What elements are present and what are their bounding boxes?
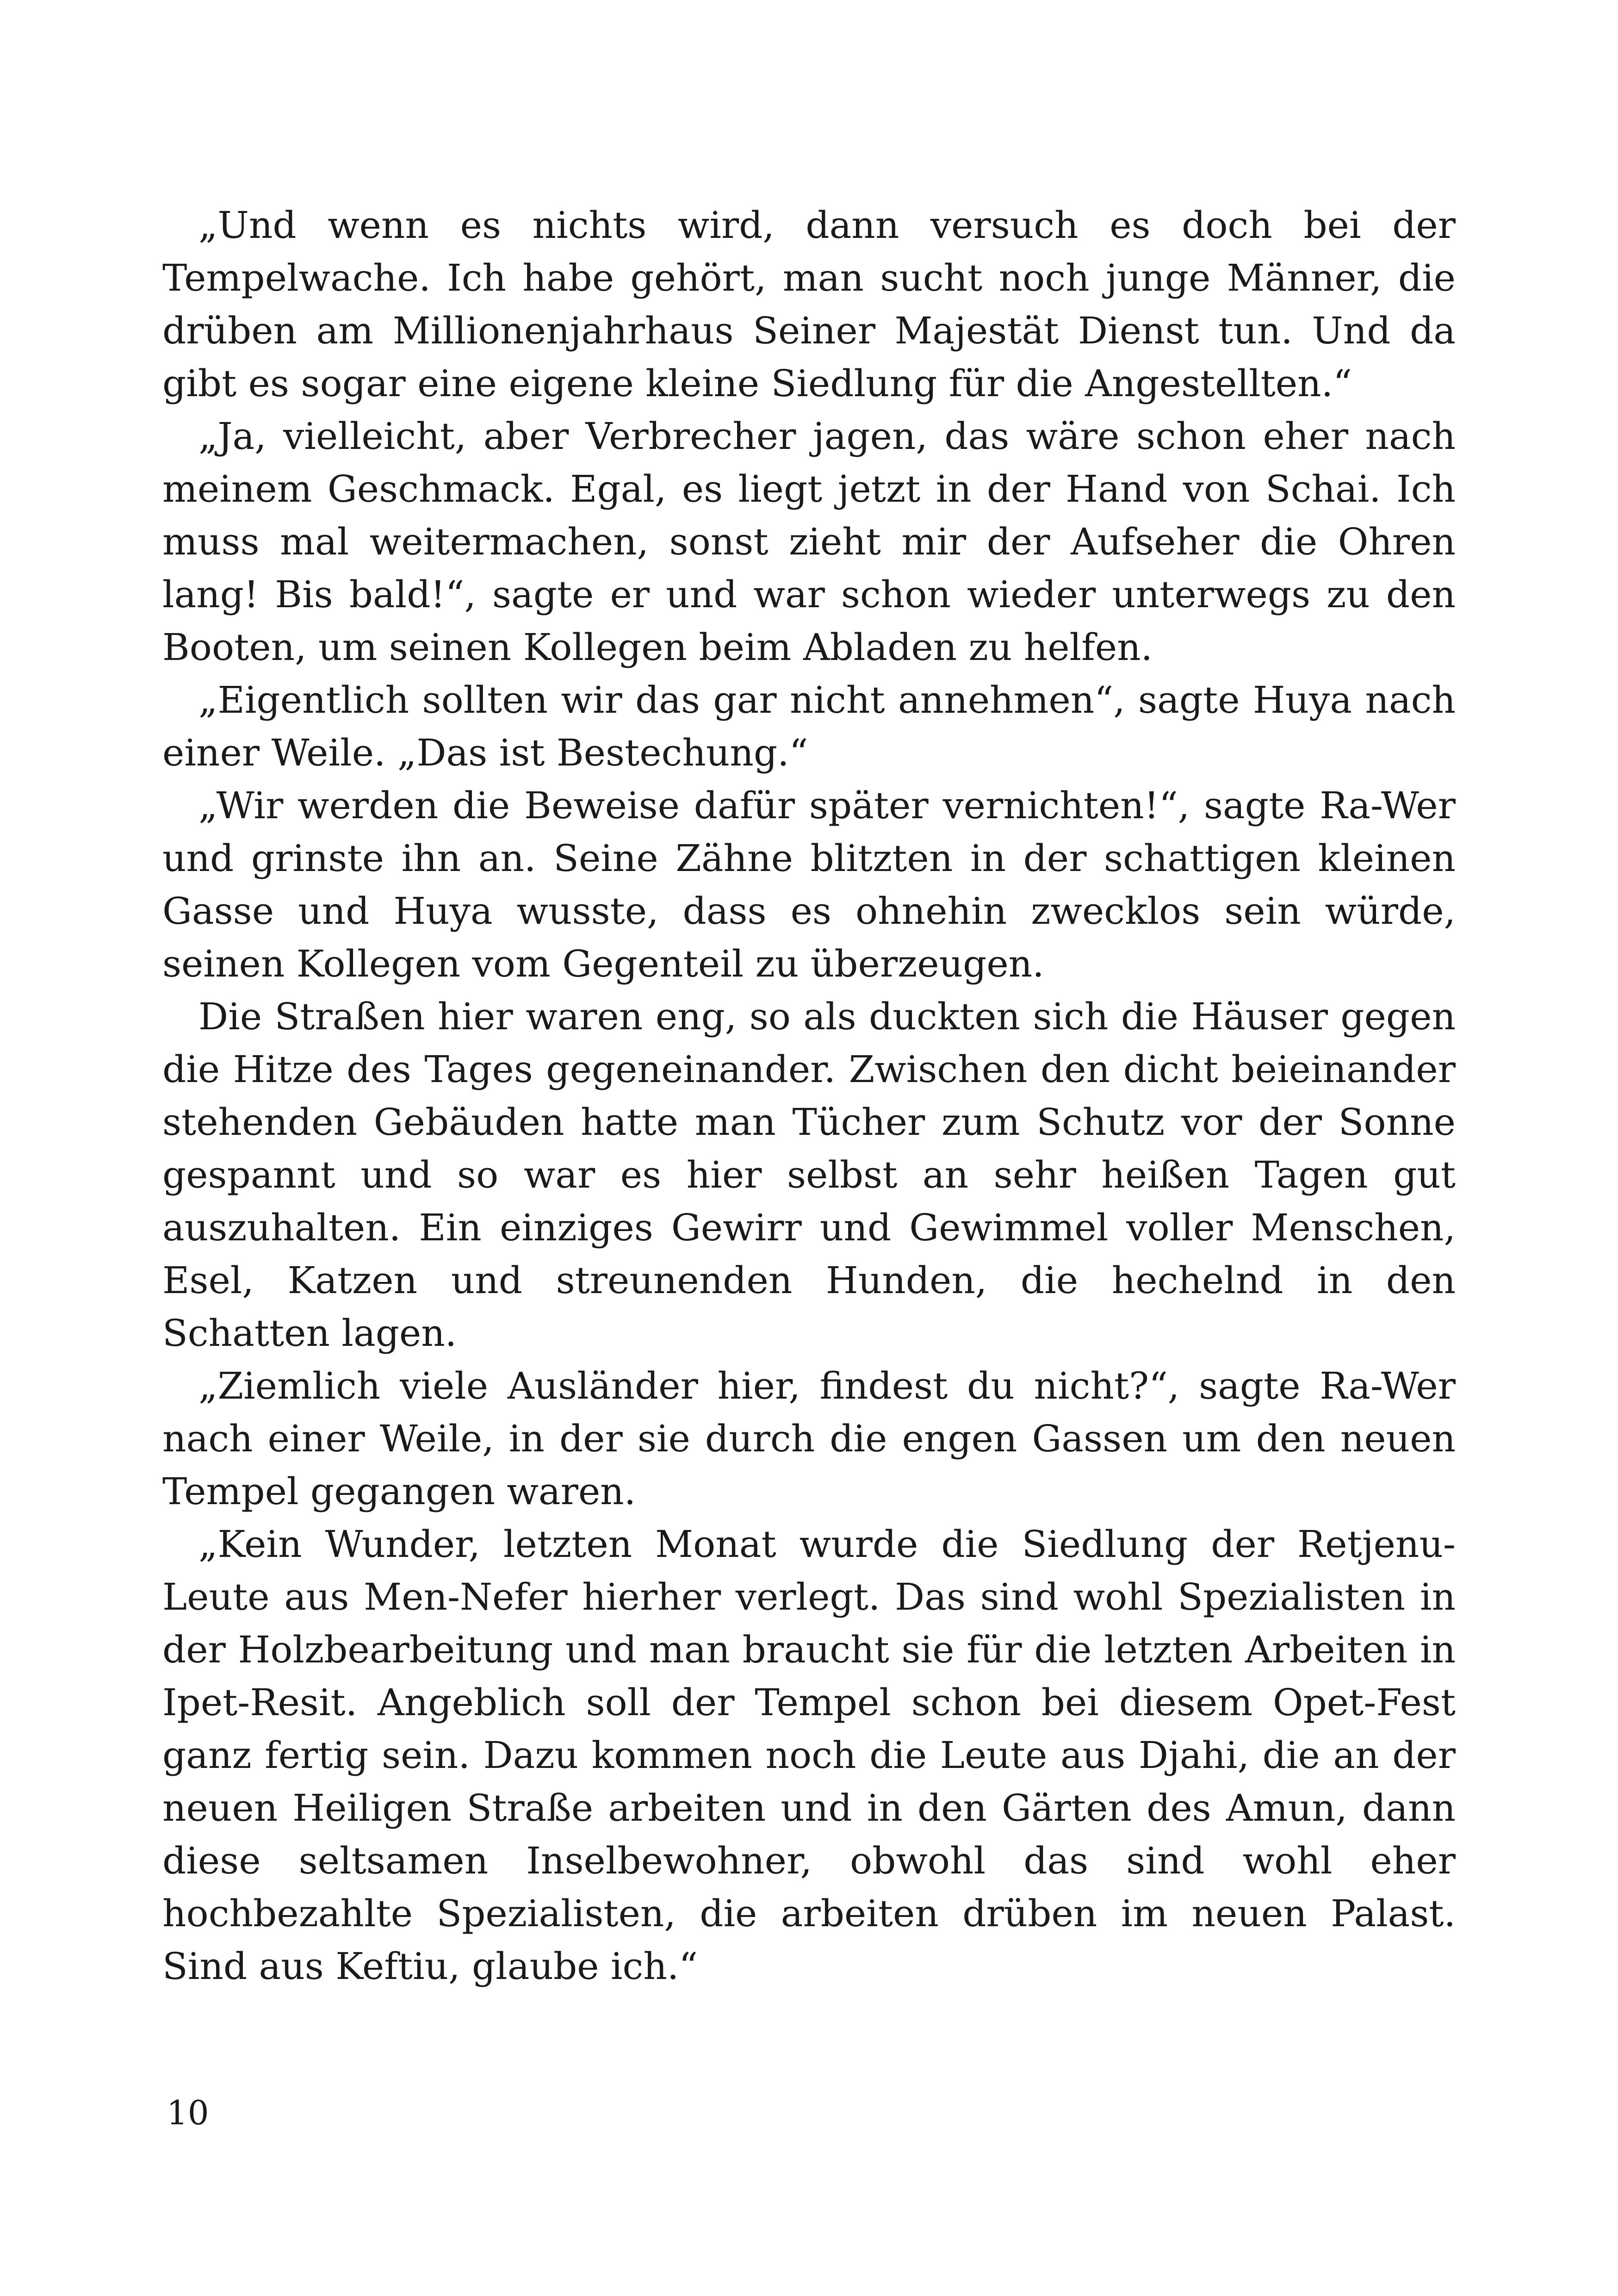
paragraph: „Eigentlich sollten wir das gar nicht annehmen“, sagte Huya nach einer Weile. „Das ist Bestechung.“ <box>162 678 1456 774</box>
paragraph: „Wir werden die Beweise dafür später vernichten!“, sagte Ra-Wer und grinste ihn an. Seine Zähne blitzten in der schattigen kleinen Gasse und Huya wusste, dass es ohnehin zwecklos sein würde, seinen Kollegen vom Gegenteil zu überzeugen. <box>162 784 1456 985</box>
paragraph: Die Straßen hier waren eng, so als duckten sich die Häuser gegen die Hitze des Tages gegeneinander. Zwischen den dicht beieinander stehenden Gebäuden hatte man Tücher zum Schutz vor der Sonne gespannt und so war es hier selbst an sehr heißen Tagen gut auszuhalten. Ein einziges Gewirr und Gewimmel voller Menschen, Esel, Katzen und streunenden Hunden, die hechelnd in den Schatten lagen. <box>162 995 1456 1355</box>
paragraph: „Ziemlich viele Ausländer hier, findest du nicht?“, sagte Ra-Wer nach einer Weile, in der sie durch die engen Gassen um den neuen Tempel gegangen waren. <box>162 1364 1456 1513</box>
paragraph: „Und wenn es nichts wird, dann versuch es doch bei der Tempelwache. Ich habe gehört, man sucht noch junge Männer, die drüben am Millionenjahrhaus Seiner Majestät Dienst tun. Und da gibt es sogar eine eigene kleine Siedlung für die Angestellten.“ <box>162 204 1456 405</box>
paragraph: „Ja, vielleicht, aber Verbrecher jagen, das wäre schon eher nach meinem Geschmack. Egal, es liegt jetzt in der Hand von Schai. Ich muss mal weitermachen, sonst zieht mir der Aufseher die Ohren lang! Bis bald!“, sagte er und war schon wieder unterwegs zu den Booten, um seinen Kollegen beim Abladen zu helfen. <box>162 415 1456 669</box>
page-number: 10 <box>167 2093 209 2132</box>
paragraph: „Kein Wunder, letzten Monat wurde die Siedlung der Retjenu-Leute aus Men-Nefer hierher verlegt. Das sind wohl Spezialisten in der Holzbearbeitung und man braucht sie für die letzten Arbeiten in Ipet-Resit. Angeblich soll der Tempel schon bei diesem Opet-Fest ganz fertig sein. Dazu kommen noch die Leute aus Djahi, die an der neuen Heiligen Straße arbeiten und in den Gärten des Amun, dann diese seltsamen Inselbewohner, obwohl das sind wohl eher hochbezahlte Spezialisten, die arbeiten drüben im neuen Palast. Sind aus Keftiu, glaube ich.“ <box>162 1523 1456 1988</box>
body-text <box>162 199 1456 1993</box>
